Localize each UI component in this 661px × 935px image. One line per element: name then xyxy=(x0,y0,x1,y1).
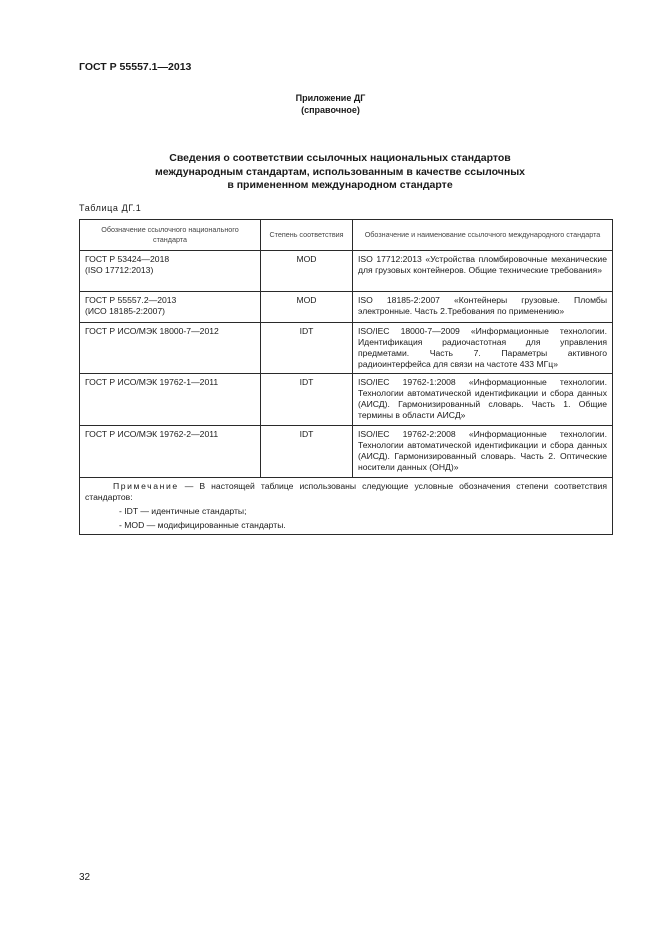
note-item: - IDT — идентичные стандарты; xyxy=(119,506,247,516)
international-standard-cell: ISO/IEC 19762-2:2008 «Информационные технологии. Технологии автоматической идентификации и сбора данных (АИСД). Гармонизированный словарь. Часть 2. Оптические носители данных (ОНД)» xyxy=(353,426,613,478)
note-row xyxy=(80,478,613,535)
international-standard-cell: ISO 17712:2013 «Устройства пломбировочные механические для грузовых контейнеров. Общие технические требования» xyxy=(353,251,613,292)
table-row xyxy=(80,323,613,374)
header-international-standard: Обозначение и наименование ссылочного международного стандарта xyxy=(353,220,613,251)
table-row xyxy=(80,426,613,478)
note-text: Примечание — В настоящей таблице использованы следующие условные обозначения степени соответствия стандартов: xyxy=(85,481,607,502)
header-national-standard: Обозначение ссылочного национального стандарта xyxy=(80,220,261,251)
title-line: международным стандартам, использованным в качестве ссылочных xyxy=(154,165,525,178)
note-item: - MOD — модифицированные стандарты. xyxy=(119,520,286,530)
national-standard-cell: ГОСТ Р 55557.2—2013 (ИСО 18185-2:2007) xyxy=(80,292,261,323)
table-label: Таблица ДГ.1 xyxy=(79,203,142,213)
title-line: в примененном международном стандарте xyxy=(227,179,453,191)
table-row xyxy=(80,374,613,426)
table-row xyxy=(80,251,613,292)
title-line: Сведения о соответствии ссылочных национальных стандартов xyxy=(169,152,511,164)
international-standard-cell: ISO/IEC 19762-1:2008 «Информационные технологии. Технологии автоматической идентификации и сбора данных (АИСД). Гармонизированный словарь. Часть 1. Общие термины в области АИСД» xyxy=(353,374,613,426)
international-standard-cell: ISO 18185-2:2007 «Контейнеры грузовые. Пломбы электронные. Часть 2.Требования по применению» xyxy=(353,292,613,323)
degree-cell: MOD xyxy=(261,251,353,292)
national-standard-cell: ГОСТ Р ИСО/МЭК 18000-7—2012 xyxy=(80,323,261,374)
page-number: 32 xyxy=(79,872,91,883)
national-standard-cell: ГОСТ Р 53424—2018 (ISO 17712:2013) xyxy=(80,251,261,292)
national-standard-cell: ГОСТ Р ИСО/МЭК 19762-1—2011 xyxy=(80,374,261,426)
table-header-row xyxy=(80,220,613,251)
document-title xyxy=(100,152,580,193)
appendix-heading xyxy=(0,92,661,116)
international-standard-cell: ISO/IEC 18000-7—2009 «Информационные технологии. Идентификация радиочастотная для управления предметами. Часть 7. Параметры активного радиоинтерфейса для связи на частоте 433 МГц» xyxy=(353,323,613,374)
degree-cell: IDT xyxy=(261,374,353,426)
note-label: Примечание xyxy=(113,481,179,491)
table-note xyxy=(80,478,613,535)
degree-cell: IDT xyxy=(261,426,353,478)
header-degree: Степень соответствия xyxy=(261,220,353,251)
table-row xyxy=(80,292,613,323)
correspondence-table xyxy=(79,219,613,535)
degree-cell: MOD xyxy=(261,292,353,323)
standard-code: ГОСТ Р 55557.1—2013 xyxy=(79,61,192,73)
degree-cell: IDT xyxy=(261,323,353,374)
national-standard-cell: ГОСТ Р ИСО/МЭК 19762-2—2011 xyxy=(80,426,261,478)
appendix-title: Приложение ДГ xyxy=(295,93,366,103)
appendix-type: (справочное) xyxy=(301,105,360,115)
